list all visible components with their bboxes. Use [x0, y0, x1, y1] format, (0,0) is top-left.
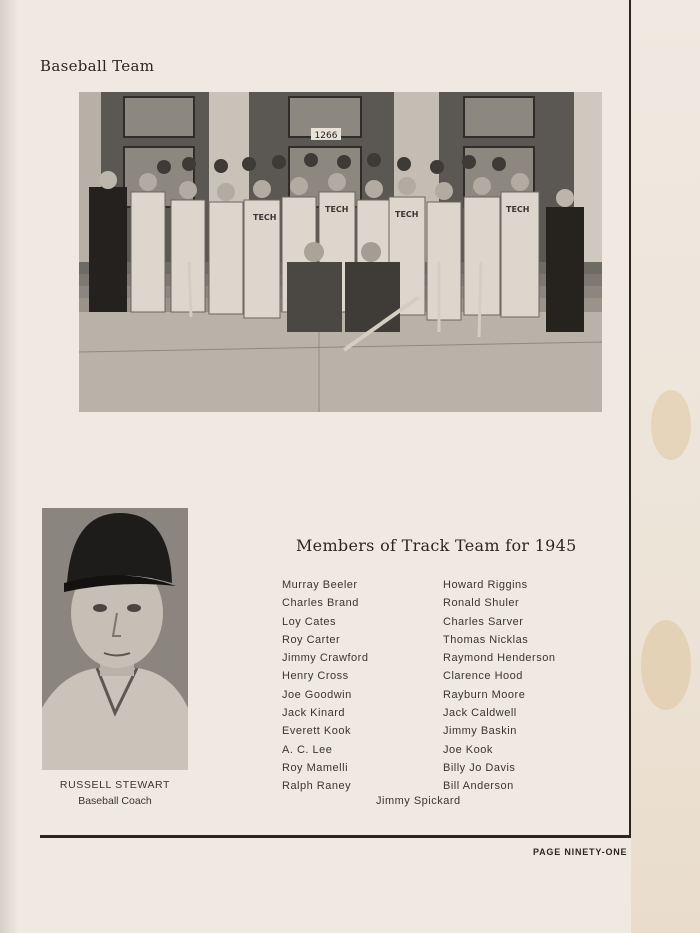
member-name: Jimmy Crawford	[282, 652, 369, 665]
member-name: Clarence Hood	[443, 670, 523, 683]
member-name: Ronald Shuler	[443, 597, 520, 610]
water-stain	[651, 390, 691, 460]
member-name: Joe Kook	[443, 743, 493, 756]
team-photo	[79, 92, 602, 412]
jersey-lettering: TECH	[395, 210, 419, 219]
coach-title: Baseball Coach	[78, 795, 152, 807]
member-name: Murray Beeler	[282, 579, 358, 591]
member-name: Loy Cates	[282, 615, 337, 628]
member-name: Charles Brand	[282, 597, 359, 610]
member-name: Bill Anderson	[443, 780, 514, 793]
right-border-rule	[629, 0, 631, 836]
right-margin	[631, 0, 700, 933]
members-right-column	[443, 576, 555, 796]
page-number: PAGE NINETY-ONE	[533, 847, 628, 857]
members-heading: Members of Track Team for 1945	[296, 536, 577, 555]
member-name: Ralph Raney	[282, 780, 352, 793]
member-name: Jimmy Baskin	[443, 725, 517, 738]
member-name: Roy Carter	[282, 633, 341, 646]
page-section-title: Baseball Team	[40, 57, 155, 75]
member-name: Roy Mamelli	[282, 761, 349, 774]
coach-portrait-photo	[42, 508, 188, 770]
jersey-lettering: TECH	[253, 213, 277, 222]
member-name: Howard Riggins	[443, 579, 528, 591]
member-name: Raymond Henderson	[443, 652, 556, 665]
member-name: Everett Kook	[282, 725, 351, 738]
member-name: Jack Kinard	[282, 707, 345, 720]
member-name-final: Jimmy Spickard	[376, 795, 461, 807]
team-photo-graphic	[79, 92, 602, 412]
member-name: Henry Cross	[282, 670, 349, 683]
member-name: Billy Jo Davis	[443, 761, 516, 774]
jersey-lettering: TECH	[506, 205, 530, 214]
member-name: Jack Caldwell	[443, 707, 517, 720]
member-name: A. C. Lee	[282, 743, 333, 756]
water-stain	[641, 620, 691, 710]
coach-name: RUSSELL STEWART	[59, 779, 171, 791]
member-name: Thomas Nicklas	[443, 633, 529, 646]
coach-portrait-graphic	[42, 508, 188, 770]
member-name: Charles Sarver	[443, 615, 524, 628]
page-edge-shadow	[0, 0, 18, 933]
members-left-column	[282, 576, 368, 796]
member-name: Joe Goodwin	[282, 688, 352, 701]
door-sign-text: 1266	[314, 131, 338, 141]
jersey-lettering: TECH	[325, 205, 349, 214]
member-name: Rayburn Moore	[443, 688, 526, 701]
bottom-rule	[40, 835, 631, 838]
